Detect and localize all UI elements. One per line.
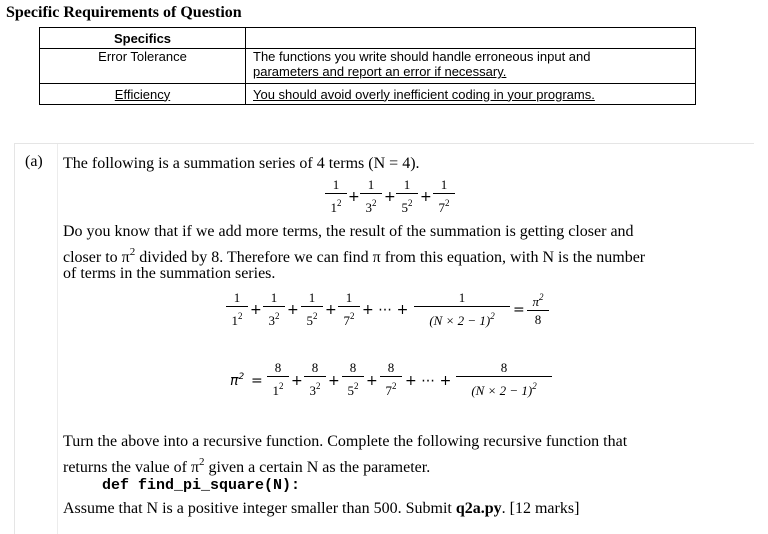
plus-sign: + [420,189,432,205]
numerator: 1 [367,177,375,192]
fraction: 8 $1^2$ [267,360,289,399]
row-description: You should avoid overly inefficient coding in your programs. [246,84,696,105]
fraction [360,177,382,216]
requirements-table [39,27,696,105]
pi-squared: $\pi^2$ [230,372,245,389]
paragraph-line: Do you know that if we add more terms, the result of the summation is getting closer and [63,223,634,240]
equals-sign: = [513,302,525,318]
table-header-cell: Specifics [40,28,246,49]
fraction: 8 $(N \times 2 - 1)^2$ [456,360,552,399]
row-description-line: The functions you write should handle erroneous input and [253,49,591,64]
question-label: (a) [25,153,43,170]
column-divider [57,144,58,534]
fraction: 1 $5^2$ [301,290,323,329]
table-row [40,49,696,84]
denominator: $7^2$ [438,198,450,215]
paragraph-line: closer to $\pi^2$ divided by 8. Therefore we can find π from this equation, with N is the number [63,246,646,266]
paragraph-line: Turn the above into a recursive function. Complete the following recursive function that [63,433,628,450]
fraction: $\pi^2$ 8 [527,289,549,328]
row-label: Efficiency [40,84,246,105]
plus-sign: + [328,373,340,389]
table-row [40,84,696,105]
fraction: 1 $1^2$ [226,290,248,329]
plus-sign: + [250,302,262,318]
plus-sign: + [291,373,303,389]
plus-sign: + [384,189,396,205]
fraction [396,177,418,216]
fraction [325,177,347,216]
fraction: 1 $7^2$ [338,290,360,329]
numerator: 1 [403,177,411,192]
denominator: $3^2$ [365,198,377,215]
equals-sign: = [251,373,263,389]
row-description-line: parameters and report an error if necessary. [253,64,507,79]
fraction: 8 $7^2$ [380,360,402,399]
ellipsis-sum: + ⋯ + [405,373,452,389]
numerator: 1 [440,177,448,192]
paragraph-line: of terms in the summation series. [63,265,276,282]
fraction: 1 $(N \times 2 - 1)^2$ [414,290,510,329]
filename: q2a.py [455,500,502,517]
paragraph-line: returns the value of $\pi^2$ given a certain N as the parameter. [63,456,431,476]
plus-sign: + [287,302,299,318]
fraction [433,177,455,216]
code-signature: def find_pi_square(N): [102,477,301,494]
fraction: 8 $3^2$ [304,360,326,399]
row-label: Error Tolerance [40,49,246,84]
plus-sign: + [325,302,337,318]
paragraph-line: Assume that N is a positive integer smaller than 500. Submit q2a.py. [12 marks] [63,500,580,517]
fraction: 8 $5^2$ [342,360,364,399]
ellipsis-sum: + ⋯ + [362,302,409,318]
section-heading: Specific Requirements of Question [6,4,242,21]
denominator: $1^2$ [330,198,342,215]
numerator: 1 [332,177,340,192]
row-description [246,49,696,84]
plus-sign: + [366,373,378,389]
fraction: 1 $3^2$ [263,290,285,329]
table-header-empty-cell [246,28,696,49]
plus-sign: + [348,189,360,205]
intro-text: The following is a summation series of 4 terms (N = 4). [63,155,420,172]
table-header-row [40,28,696,49]
denominator: $5^2$ [401,198,413,215]
